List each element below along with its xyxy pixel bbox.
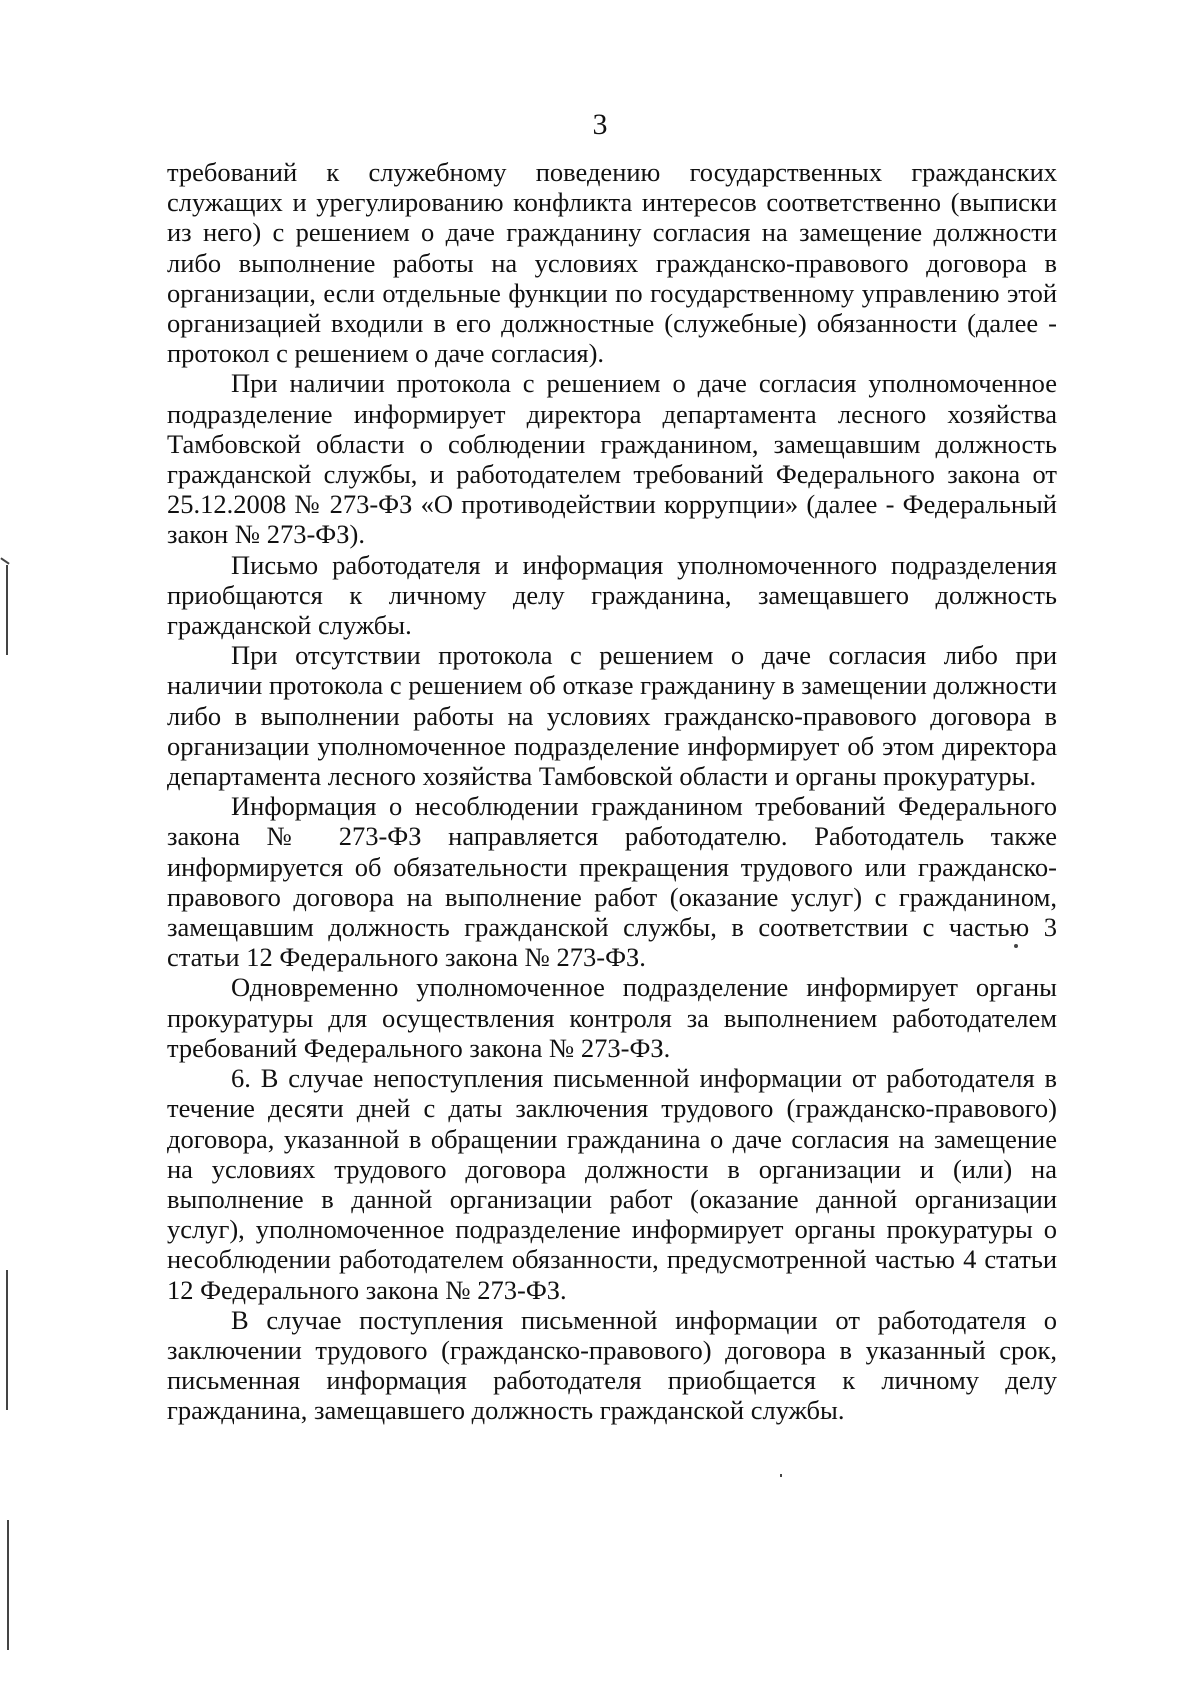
paragraph: Информация о несоблюдении гражданином требований Федерального закона № 273-ФЗ направляется работодателю. Работодатель также информируется об обязательности прекращения трудового или гражданско-правового договора на выполнение работ (оказание услуг) с гражданином, замещавшим должность гражданской службы, в соответствии с частью 3 статьи 12 Федерального закона № 273-ФЗ. — [167, 791, 1057, 973]
paragraph-continuation: требований к служебному поведению государственных гражданских служащих и урегулированию конфликта интересов соответственно (выписки из него) с решением о даче гражданину согласия на замещение должности либо выполнение работы на условиях гражданско-правового договора в организации, если отдельные функции по государственному управлению этой организацией входили в его должностные (служебные) обязанности (далее - протокол с решением о даче согласия). — [167, 157, 1057, 369]
scan-artifact — [1014, 944, 1018, 948]
page-number: 3 — [592, 108, 608, 141]
paragraph: Одновременно уполномоченное подразделение информирует органы прокуратуры для осуществления контроля за выполнением работодателем требований Федерального закона № 273-ФЗ. — [167, 972, 1057, 1063]
paragraph: В случае поступления письменной информации от работодателя о заключении трудового (гражданско-правового) договора в указанный срок, письменная информация работодателя приобщается к личному делу гражданина, замещавшего должность гражданской службы. — [167, 1304, 1057, 1426]
scan-artifact — [6, 565, 8, 655]
paragraph: При наличии протокола с решением о даче согласия уполномоченное подразделение информирует директора департамента лесного хозяйства Тамбовской области о соблюдении гражданином, замещавшим должность гражданской службы, и работодателем требований Федерального закона от 25.12.2008 № 273-ФЗ «О противодействии коррупции» (далее - Федеральный закон № 273-ФЗ). — [167, 368, 1057, 550]
scan-artifact — [6, 1270, 8, 1410]
paragraph: При отсутствии протокола с решением о даче согласия либо при наличии протокола с решением об отказе гражданину в замещении должности либо в выполнении работы на условиях гражданско-правового договора в организации уполномоченное подразделение информирует об этом директора департамента лесного хозяйства Тамбовской области и органы прокуратуры. — [167, 640, 1057, 792]
paragraph: Письмо работодателя и информация уполномоченного подразделения приобщаются к личному делу гражданина, замещавшего должность гражданской службы. — [167, 549, 1057, 641]
paragraph-item-6: 6. В случае непоступления письменной информации от работодателя в течение десяти дней с даты заключения трудового (гражданско-правового) договора, указанной в обращении гражданина о даче согласия на замещение на условиях трудового договора должности в организации и (или) на выполнение в данной организации работ (оказание данной организации услуг), уполномоченное подразделение информирует органы прокуратуры о несоблюдении работодателем обязанности, предусмотренной частью 4 статьи 12 Федерального закона № 273-ФЗ. — [167, 1063, 1057, 1305]
document-body — [167, 157, 1057, 1426]
scan-artifact — [780, 1474, 782, 1477]
scan-artifact — [0, 557, 9, 564]
scan-artifact — [7, 1520, 9, 1650]
